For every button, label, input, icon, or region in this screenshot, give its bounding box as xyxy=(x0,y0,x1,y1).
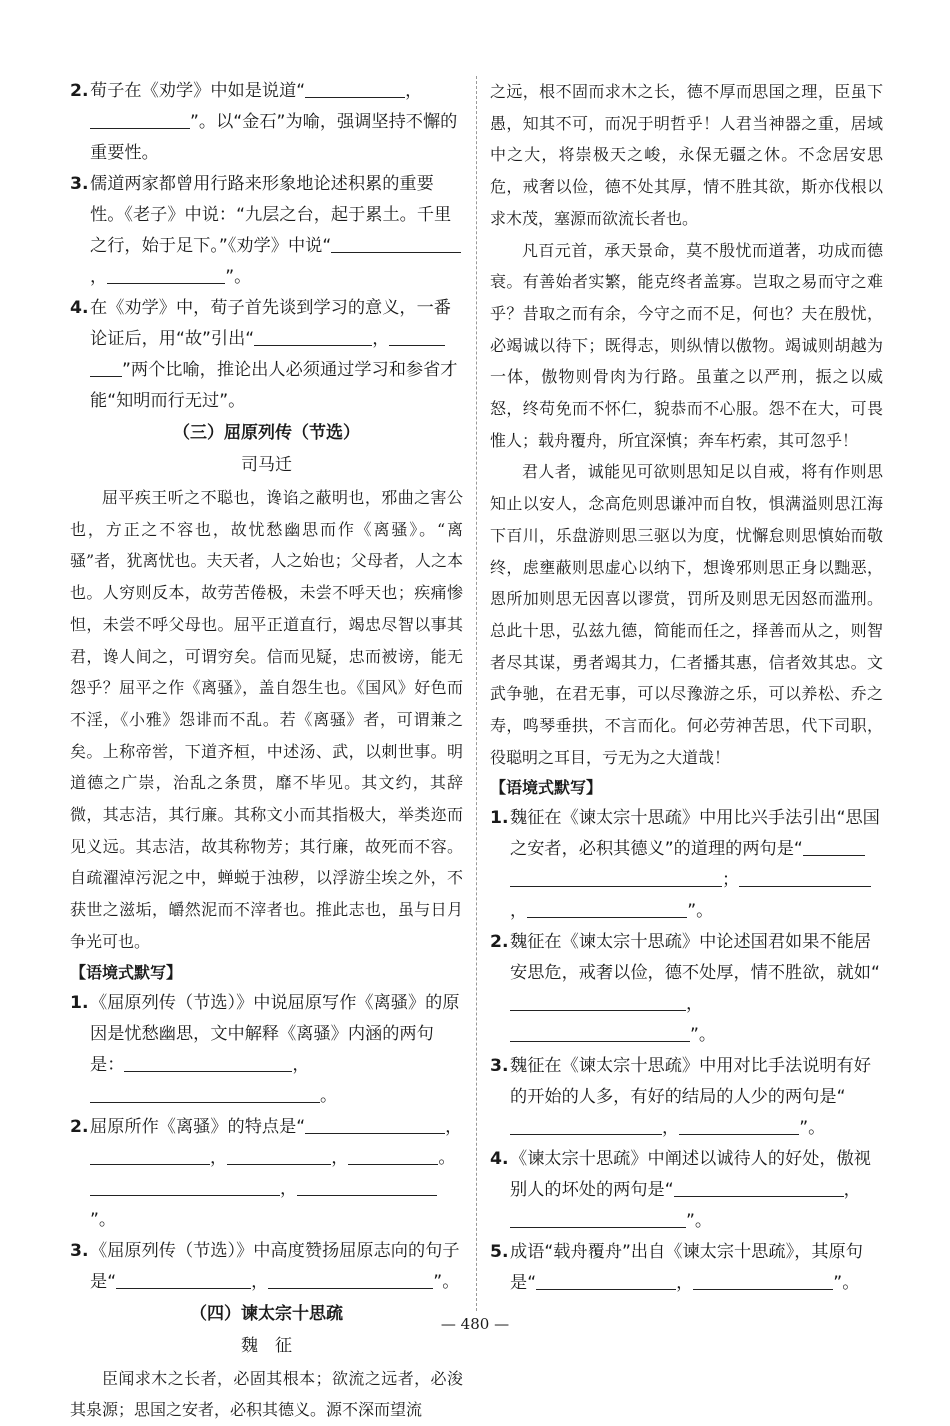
answer-blank[interactable] xyxy=(803,837,865,856)
question-number: 4. xyxy=(70,298,89,318)
left-column xyxy=(70,76,463,1426)
question-3: 3. 儒道两家都曾用行路来形象地论述积累的重要性。《老子》中说：“九层之台，起于累土。千里之行，始于足下。”《劝学》中说“， ”。 xyxy=(70,169,463,293)
passage-text: 臣闻求木之长者，必固其根本；欲流之远者，必浚其泉源；思国之安者，必积其德义。源不深而望流 xyxy=(70,1368,463,1420)
answer-blank[interactable] xyxy=(90,1084,320,1103)
exercise-2: 2. 魏征在《谏太宗十思疏》中论述国君如果不能居安思危，戒奢以俭，德不处厚，情不胜欲，就如“，”。 xyxy=(490,927,883,1051)
answer-blank[interactable] xyxy=(536,1271,676,1290)
question-number: 3. xyxy=(490,1056,509,1077)
passage-text: 之远，根不固而求木之长，德不厚而思国之理，臣虽下愚，知其不可，而况于明哲乎！人君当神器之重，居域中之大，将崇极天之峻，永保无疆之休。不念居安思危，戒奢以俭，德不处其厚，情不胜其欲，斯亦伐根以求木茂，塞源而欲流长者也。 xyxy=(490,82,883,228)
section-title: （三）屈原列传（节选） xyxy=(173,423,360,443)
question-number: 1. xyxy=(70,992,89,1013)
answer-blank[interactable] xyxy=(693,1271,833,1290)
answer-blank[interactable] xyxy=(389,327,445,346)
answer-blank[interactable] xyxy=(527,899,687,918)
answer-blank[interactable] xyxy=(510,1023,690,1042)
answer-blank[interactable] xyxy=(124,1053,172,1072)
answer-blank[interactable] xyxy=(158,110,190,129)
section-author: 魏 征 xyxy=(241,1335,292,1356)
answer-blank[interactable] xyxy=(562,1116,662,1135)
passage-text: 屈平疾王听之不聪也，谗谄之蔽明也，邪曲之害公也，方正之不容也，故忧愁幽思而作《离骚》。“离骚”者，犹离忧也。夫天者，人之始也；父母者，人之本也。人穷则反本，故劳苦倦极，未尝不呼天也；疾痛惨怛，未尝不呼父母也。屈平正道直行，竭忠尽智以事其君，谗人间之，可谓穷矣。信而见疑，忠而被谤，能无怨乎？屈平之作《离骚》，盖自怨生也。《国风》好色而不淫，《小雅》怨诽而不乱。若《离骚》者，可谓兼之矣。上称帝喾，下道齐桓，中述汤、武，以刺世事。明道德之广崇，治乱之条贯，靡不毕见。其文约，其辞微，其志洁，其行廉。其称文小而其指极大，举类迩而见义远。其志洁，故其称物芳；其行廉，故死而不容。自疏濯淖污泥之中，蝉蜕于浊秽，以浮游尘埃之外，不获世之滋垢，皭然泥而不滓者也。推此志也，虽与日月争光可也。 xyxy=(70,488,463,951)
answer-blank[interactable] xyxy=(305,1115,445,1134)
question-number: 2. xyxy=(70,81,89,101)
question-number: 3. xyxy=(70,174,89,194)
answer-blank[interactable] xyxy=(305,79,405,98)
question-number: 3. xyxy=(70,1240,89,1261)
answer-blank[interactable] xyxy=(546,1209,686,1228)
answer-blank[interactable] xyxy=(679,1116,799,1135)
answer-blank[interactable] xyxy=(739,868,871,887)
answer-blank[interactable] xyxy=(546,992,686,1011)
exercise-3: 3. 魏征在《谏太宗十思疏》中用对比手法说明有好的开始的人多，有好的结局的人少的两句是“， ”。 xyxy=(490,1051,883,1144)
right-column xyxy=(490,76,883,1299)
answer-blank[interactable] xyxy=(297,1177,437,1196)
answer-blank[interactable] xyxy=(510,1209,546,1228)
passage-text: 君人者，诚能见可欲则思知足以自戒，将有作则思知止以安人，念高危则思谦冲而自牧，惧满溢则思江海下百川，乐盘游则思三驱以为度，忧懈怠则思慎始而敬终，虑壅蔽则思虚心以纳下，想谗邪则思正身以黜恶，恩所加则思无因喜以谬赏，罚所及则思无因怒而滥刑。总此十思，弘兹九德，简能而任之，择善而从之，则智者尽其谋，勇者竭其力，仁者播其惠，信者效其忠。文武争驰，在君无事，可以尽豫游之乐，可以养松、乔之寿，鸣琴垂拱，不言而化。何必劳神苦思，代下司职，役聪明之耳目，亏无为之大道哉！ xyxy=(490,462,883,767)
question-2: 2. 荀子在《劝学》中如是说道“ ，”。以“金石”为喻，强调坚持不懈的重要性。 xyxy=(70,76,463,169)
exercise-1: 1. 《屈原列传（节选）》中说屈原写作《离骚》的原因是忧愁幽思，文中解释《离骚》内涵的两句是： ，。 xyxy=(70,988,463,1112)
exercise-4: 4. 《谏太宗十思疏》中阐述以诚待人的好处，傲视别人的坏处的两句是“ ，”。 xyxy=(490,1144,883,1237)
column-divider xyxy=(476,76,477,1311)
exercise-section-title: 【语境式默写】 xyxy=(490,778,603,798)
question-number: 1. xyxy=(490,808,509,829)
answer-blank[interactable] xyxy=(254,327,372,346)
answer-blank[interactable] xyxy=(331,234,461,253)
exercise-section-title: 【语境式默写】 xyxy=(70,962,183,982)
answer-blank[interactable] xyxy=(90,1146,210,1165)
answer-blank[interactable] xyxy=(116,1270,251,1289)
exercise-2: 2. 屈原所作《离骚》的特点是“ ，， ， 。，”。 xyxy=(70,1112,463,1236)
section-title: （四）谏太宗十思疏 xyxy=(190,1303,343,1324)
exercise-1: 1. 魏征在《谏太宗十思疏》中用比兴手法引出“思国之安者，必积其德义”的道理的两句是“；， ”。 xyxy=(490,803,883,927)
question-number: 2. xyxy=(490,932,509,953)
answer-blank[interactable] xyxy=(510,992,546,1011)
answer-blank[interactable] xyxy=(107,265,225,284)
answer-blank[interactable] xyxy=(268,1270,433,1289)
answer-blank[interactable] xyxy=(510,1116,562,1135)
page-number: — 480 — xyxy=(440,1315,510,1333)
answer-blank[interactable] xyxy=(90,358,122,377)
answer-blank[interactable] xyxy=(90,1177,280,1196)
passage-text: 凡百元首，承天景命，莫不殷忧而道著，功成而德衰。有善始者实繁，能克终者盖寡。岂取之易而守之难乎？昔取之而有余，今守之而不足，何也？夫在殷忧，必竭诚以待下；既得志，则纵情以傲物。竭诚则胡越为一体，傲物则骨肉为行路。虽董之以严刑，振之以威怒，终苟免而不怀仁，貌恭而不心服。怨不在大，可畏惟人；载舟覆舟，所宜深慎；奔车朽索，其可忽乎！ xyxy=(490,240,883,450)
answer-blank[interactable] xyxy=(227,1146,331,1165)
answer-blank[interactable] xyxy=(674,1178,844,1197)
answer-blank[interactable] xyxy=(172,1053,292,1072)
answer-blank[interactable] xyxy=(90,110,158,129)
exercise-5: 5. 成语“载舟覆舟”出自《谏太宗十思疏》，其原句是“ ， ”。 xyxy=(490,1237,883,1299)
answer-blank[interactable] xyxy=(510,868,610,887)
exercise-3: 3. 《屈原列传（节选）》中高度赞扬屈原志向的句子是“ ， ”。 xyxy=(70,1236,463,1298)
answer-blank[interactable] xyxy=(610,868,722,887)
answer-blank[interactable] xyxy=(348,1146,438,1165)
question-4: 4. 在《劝学》中，荀子首先谈到学习的意义，一番论证后，用“故”引出“ ，”两个比喻，推论出人必须通过学习和参省才能“知明而行无过”。 xyxy=(70,293,463,417)
question-number: 2. xyxy=(70,1116,89,1137)
section-author: 司马迁 xyxy=(241,455,292,475)
question-number: 5. xyxy=(490,1242,509,1263)
question-number: 4. xyxy=(490,1149,509,1170)
